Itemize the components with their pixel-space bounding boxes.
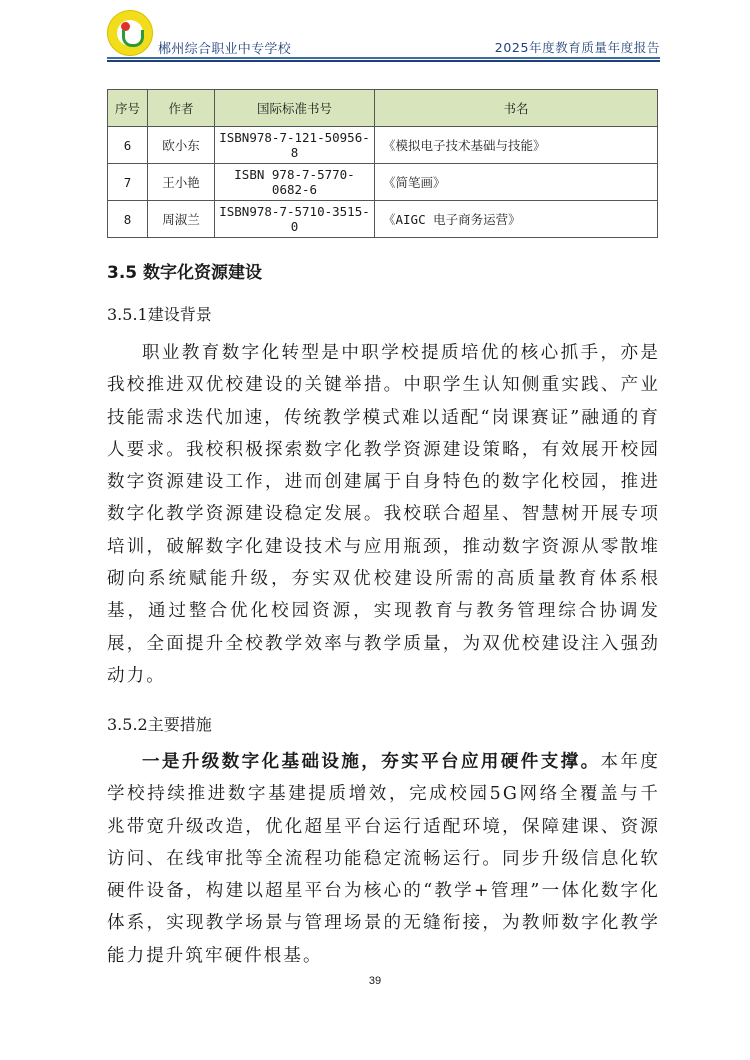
cell-isbn: ISBN978-7-121-50956-8	[215, 127, 375, 164]
table-row	[108, 164, 658, 201]
report-title: 2025年度教育质量年度报告	[494, 40, 660, 55]
cell-index: 8	[108, 201, 148, 238]
cell-isbn: ISBN 978-7-5770-0682-6	[215, 164, 375, 201]
cell-author: 欧小东	[148, 127, 215, 164]
table-row	[108, 201, 658, 238]
page-header	[107, 10, 660, 62]
school-logo-icon	[107, 10, 153, 56]
subsection-heading: 3.5.1建设背景	[107, 305, 212, 324]
cell-book-title: 《AIGC 电子商务运营》	[375, 201, 658, 238]
school-name: 郴州综合职业中专学校	[158, 42, 292, 57]
column-header: 作者	[148, 90, 215, 127]
header-rule	[107, 60, 660, 62]
table-header-row	[108, 90, 658, 127]
background-paragraph: 职业教育数字化转型是中职学校提质培优的核心抓手，亦是我校推进双优校建设的关键举措。中职学生认知侧重实践、产业技能需求迭代加速，传统教学模式难以适配“岗课赛证”融通的育人要求。我校积极探索数字化教学资源建设策略，有效展开校园数字资源建设工作，进而创建属于自身特色的数字化校园，推进数字化教学资源建设稳定发展。我校联合超星、智慧树开展专项培训，破解数字化建设技术与应用瓶颈，推动数字资源从零散堆砌向系统赋能升级，夯实双优校建设所需的高质量教育体系根基，通过整合优化校园资源，实现教育与教务管理综合协调发展，全面提升全校教学效率与教学质量，为双优校建设注入强劲动力。	[107, 343, 660, 686]
subsection-heading: 3.5.2主要措施	[107, 715, 212, 734]
cell-author: 王小艳	[148, 164, 215, 201]
column-header: 书名	[375, 90, 658, 127]
table-row	[108, 127, 658, 164]
cell-book-title: 《模拟电子技术基础与技能》	[375, 127, 658, 164]
page-number: 39	[368, 975, 382, 987]
column-header: 国际标准书号	[215, 90, 375, 127]
cell-author: 周淑兰	[148, 201, 215, 238]
header-rule	[107, 57, 660, 59]
column-header: 序号	[108, 90, 148, 127]
cell-book-title: 《简笔画》	[375, 164, 658, 201]
paragraph-body: 本年度学校持续推进数字基建提质增效，完成校园5G网络全覆盖与千兆带宽升级改造，优化超星平台运行适配环境，保障建课、资源访问、在线审批等全流程功能稳定流畅运行。同步升级信息化软硬件设备，构建以超星平台为核心的“教学+管理”一体化数字化体系，实现教学场景与管理场景的无缝衔接，为教师数字化教学能力提升筑牢硬件根基。	[107, 752, 660, 966]
cell-index: 6	[108, 127, 148, 164]
measures-paragraph	[107, 746, 660, 972]
textbook-table	[107, 89, 658, 238]
cell-isbn: ISBN978-7-5710-3515-0	[215, 201, 375, 238]
section-heading: 3.5 数字化资源建设	[107, 263, 263, 283]
cell-index: 7	[108, 164, 148, 201]
paragraph-lead: 一是升级数字化基础设施，夯实平台应用硬件支撑。	[142, 752, 601, 772]
